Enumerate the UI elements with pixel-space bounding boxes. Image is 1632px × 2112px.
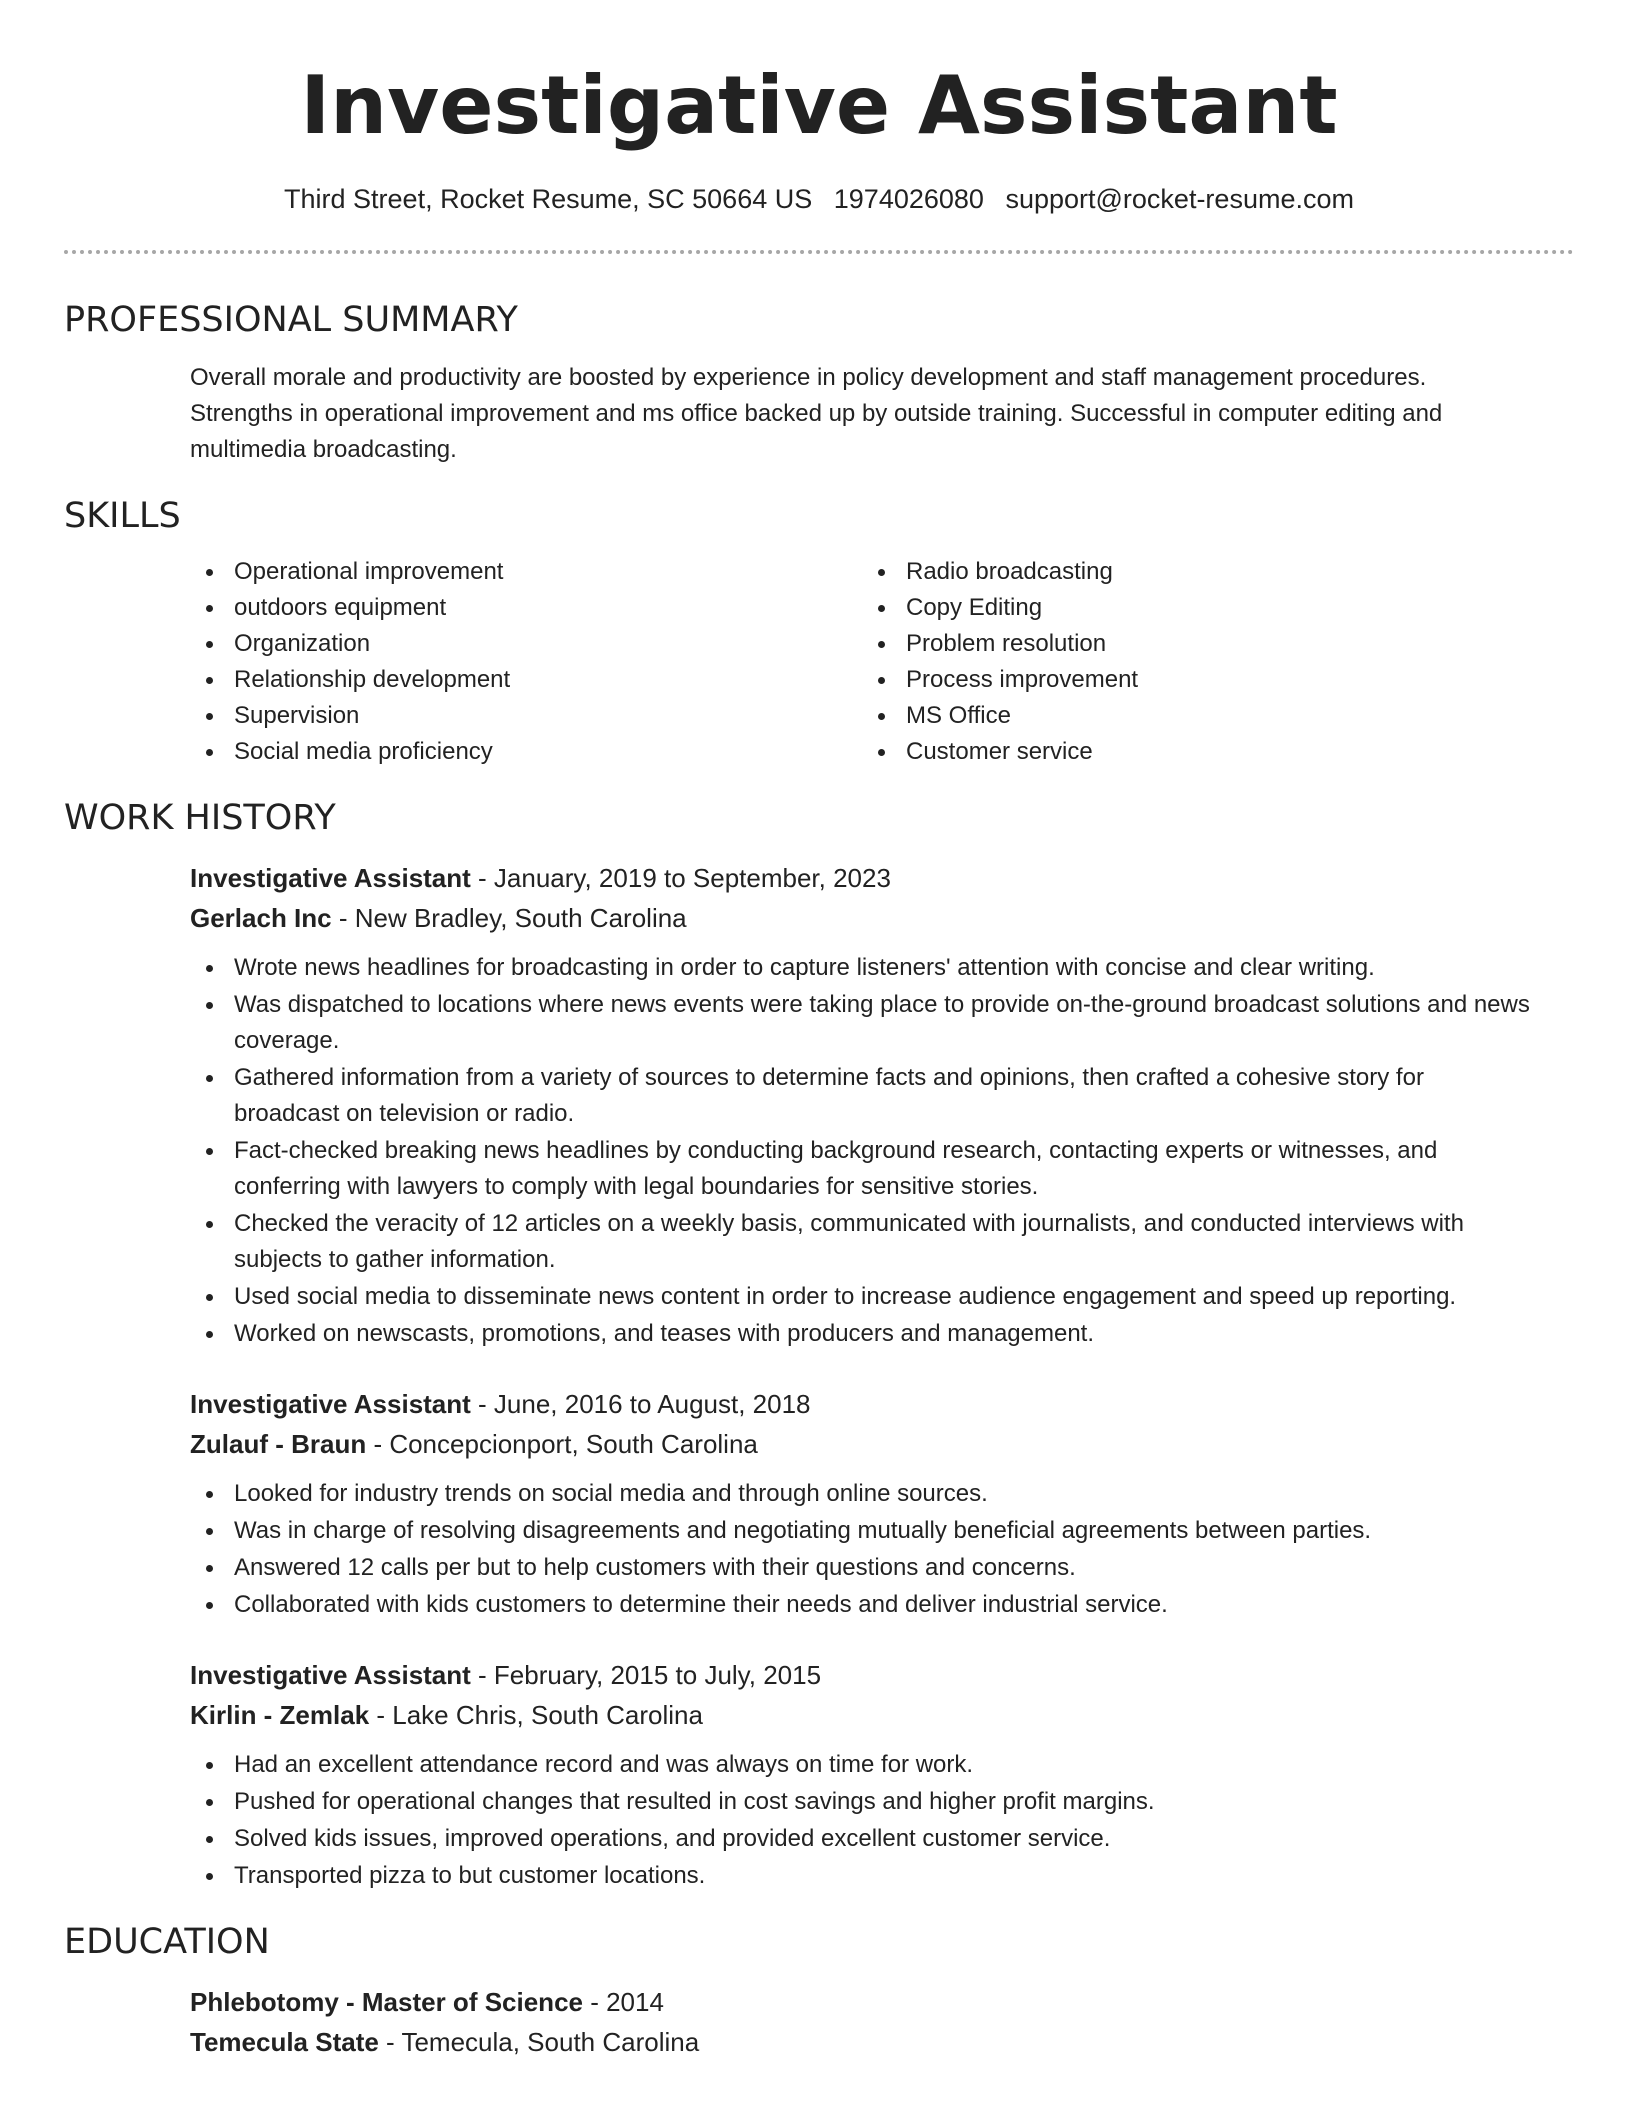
job-bullet: Fact-checked breaking news headlines by conducting background research, contacting experts or witnesses, and conferring with lawyers to comply with legal boundaries for sensitive stories. (190, 1133, 1534, 1205)
skills-column-right (862, 554, 1534, 770)
skill-item: Supervision (190, 698, 862, 734)
job-bullets (190, 1476, 1534, 1623)
header-divider (64, 250, 1574, 254)
skills-title: SKILLS (64, 496, 181, 536)
job-bullet: Was dispatched to locations where news events were taking place to provide on-the-ground broadcast solutions and news coverage. (190, 987, 1534, 1059)
contact-address: Third Street, Rocket Resume, SC 50664 US (284, 184, 813, 214)
job-role: Investigative Assistant (190, 863, 471, 893)
job-title-line (190, 1655, 1534, 1695)
summary-title: PROFESSIONAL SUMMARY (64, 300, 518, 340)
skills-column-left (190, 554, 862, 770)
job-bullets (190, 1747, 1534, 1894)
skill-item: Organization (190, 626, 862, 662)
job-bullet: Worked on newscasts, promotions, and teases with producers and management. (190, 1316, 1534, 1352)
education-school: Temecula State (190, 2027, 379, 2057)
job-location: - Concepcionport, South Carolina (366, 1429, 758, 1459)
job-role: Investigative Assistant (190, 1660, 471, 1690)
job-bullet: Collaborated with kids customers to determine their needs and deliver industrial service. (190, 1587, 1534, 1623)
job-bullets (190, 950, 1534, 1352)
job-entry (190, 1655, 1534, 1894)
job-company: Kirlin - Zemlak (190, 1700, 370, 1730)
skill-item: Copy Editing (862, 590, 1534, 626)
job-dates: - January, 2019 to September, 2023 (470, 863, 891, 893)
job-company-line (190, 1424, 1534, 1464)
education-year: - 2014 (582, 1987, 664, 2017)
skill-item: Problem resolution (862, 626, 1534, 662)
job-company: Gerlach Inc (190, 903, 332, 933)
skill-item: Relationship development (190, 662, 862, 698)
contact-phone: 1974026080 (833, 184, 984, 214)
job-bullet: Answered 12 calls per but to help customers with their questions and concerns. (190, 1550, 1534, 1586)
contact-email: support@rocket-resume.com (1005, 184, 1354, 214)
job-bullet: Was in charge of resolving disagreements and negotiating mutually beneficial agreements between parties. (190, 1513, 1534, 1549)
job-location: - New Bradley, South Carolina (331, 903, 687, 933)
job-bullet: Wrote news headlines for broadcasting in order to capture listeners' attention with concise and clear writing. (190, 950, 1534, 986)
skills-list (190, 554, 1534, 770)
skill-item: Process improvement (862, 662, 1534, 698)
education-school-line (190, 2022, 1534, 2062)
job-bullet: Gathered information from a variety of sources to determine facts and opinions, then crafted a cohesive story for broadcast on television or radio. (190, 1060, 1534, 1132)
skill-item: outdoors equipment (190, 590, 862, 626)
job-bullet: Transported pizza to but customer locations. (190, 1858, 1534, 1894)
job-entry (190, 1384, 1534, 1623)
job-bullet: Looked for industry trends on social media and through online sources. (190, 1476, 1534, 1512)
job-bullet: Used social media to disseminate news content in order to increase audience engagement and speed up reporting. (190, 1279, 1534, 1315)
resume-page (64, 0, 1574, 2062)
summary-text: Overall morale and productivity are boosted by experience in policy development and staff management procedures. Strengths in operational improvement and ms office backed up by outside training. Successful in computer editing and multimedia broadcasting. (190, 364, 1443, 463)
job-bullet: Checked the veracity of 12 articles on a weekly basis, communicated with journalists, and conducted interviews with subjects to gather information. (190, 1206, 1534, 1278)
job-dates: - February, 2015 to July, 2015 (470, 1660, 822, 1690)
job-company: Zulauf - Braun (190, 1429, 367, 1459)
contact-line (64, 182, 1574, 216)
job-title-line (190, 1384, 1534, 1424)
education-title: EDUCATION (64, 1922, 270, 1962)
candidate-name: Investigative Assistant (300, 59, 1338, 152)
skill-item: MS Office (862, 698, 1534, 734)
job-bullet: Had an excellent attendance record and was always on time for work. (190, 1747, 1534, 1783)
education-degree: Phlebotomy - Master of Science (190, 1987, 583, 2017)
job-bullet: Pushed for operational changes that resulted in cost savings and higher profit margins. (190, 1784, 1534, 1820)
skill-item: Customer service (862, 734, 1534, 770)
skill-item: Social media proficiency (190, 734, 862, 770)
job-entry (190, 858, 1534, 1352)
job-title-line (190, 858, 1534, 898)
job-dates: - June, 2016 to August, 2018 (470, 1389, 811, 1419)
job-bullet: Solved kids issues, improved operations, and provided excellent customer service. (190, 1821, 1534, 1857)
skill-item: Operational improvement (190, 554, 862, 590)
education-location: - Temecula, South Carolina (378, 2027, 700, 2057)
job-role: Investigative Assistant (190, 1389, 471, 1419)
job-company-line (190, 1695, 1534, 1735)
job-company-line (190, 898, 1534, 938)
work-history-title: WORK HISTORY (64, 798, 336, 838)
education-degree-line (190, 1982, 1534, 2022)
education-entry (190, 1982, 1534, 2062)
job-location: - Lake Chris, South Carolina (369, 1700, 703, 1730)
skill-item: Radio broadcasting (862, 554, 1534, 590)
